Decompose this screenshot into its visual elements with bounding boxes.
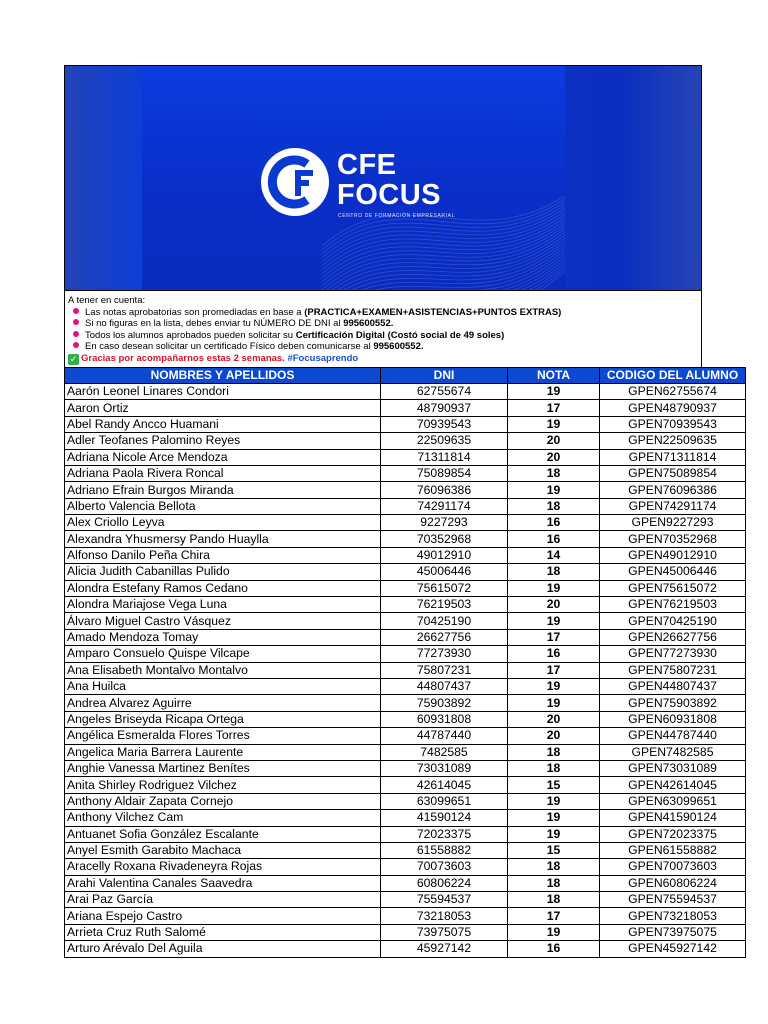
cell-name: Arai Paz García — [65, 892, 381, 908]
cell-codigo: GPEN74291174 — [600, 498, 746, 514]
cell-name: Adriana Nicole Arce Mendoza — [65, 449, 381, 465]
thanks-text: Gracias por acompañarnos estas 2 semanas. — [81, 352, 285, 364]
table-row — [65, 416, 746, 432]
table-row — [65, 613, 746, 629]
cell-name: Arrieta Cruz Ruth Salomé — [65, 924, 381, 940]
cell-codigo: GPEN75594537 — [600, 892, 746, 908]
cell-nota: 20 — [508, 711, 600, 727]
cell-dni: 73031089 — [381, 760, 508, 776]
notes-item-emphasis: (PRACTICA+EXAMEN+ASISTENCIAS+PUNTOS EXTRAS) — [304, 306, 562, 318]
cell-name: Ana Elisabeth Montalvo Montalvo — [65, 662, 381, 678]
cell-dni: 73218053 — [381, 908, 508, 924]
cell-name: Alondra Estefany Ramos Cedano — [65, 580, 381, 596]
cell-name: Adriana Paola Rivera Roncal — [65, 465, 381, 481]
notes-item — [68, 307, 698, 319]
cell-codigo: GPEN62755674 — [600, 383, 746, 399]
notes-item — [68, 330, 698, 342]
cell-codigo: GPEN70425190 — [600, 613, 746, 629]
cell-dni: 45006446 — [381, 564, 508, 580]
cell-name: Angeles Briseyda Ricapa Ortega — [65, 711, 381, 727]
table-row — [65, 760, 746, 776]
brand-line-2: FOCUS — [337, 179, 441, 211]
cell-codigo: GPEN60806224 — [600, 875, 746, 891]
cell-nota: 18 — [508, 744, 600, 760]
table-row — [65, 924, 746, 940]
cell-dni: 70352968 — [381, 531, 508, 547]
header-banner — [64, 65, 702, 290]
cell-dni: 60806224 — [381, 875, 508, 891]
cell-name: Angélica Esmeralda Flores Torres — [65, 728, 381, 744]
cell-codigo: GPEN22509635 — [600, 433, 746, 449]
table-row — [65, 580, 746, 596]
cell-nota: 18 — [508, 465, 600, 481]
table-row — [65, 498, 746, 514]
cell-codigo: GPEN73975075 — [600, 924, 746, 940]
cell-codigo: GPEN77273930 — [600, 646, 746, 662]
cell-nota: 19 — [508, 416, 600, 432]
table-row — [65, 777, 746, 793]
cell-dni: 75594537 — [381, 892, 508, 908]
cell-dni: 22509635 — [381, 433, 508, 449]
notes-item-text: Las notas aprobatorias son promediadas en base a — [85, 306, 305, 318]
cell-dni: 73975075 — [381, 924, 508, 940]
cell-dni: 62755674 — [381, 383, 508, 399]
notes-heading: A tener en cuenta: — [68, 295, 146, 306]
cell-name: Ana Huilca — [65, 679, 381, 695]
table-row — [65, 728, 746, 744]
cell-nota: 18 — [508, 875, 600, 891]
cell-codigo: GPEN75807231 — [600, 662, 746, 678]
cell-codigo: GPEN49012910 — [600, 547, 746, 563]
notes-item-emphasis: Certificación Digital (Costó social de 49 soles) — [295, 329, 505, 341]
table-row — [65, 859, 746, 875]
cell-dni: 75807231 — [381, 662, 508, 678]
bullet-icon — [73, 308, 79, 314]
cell-dni: 63099651 — [381, 793, 508, 809]
cell-dni: 77273930 — [381, 646, 508, 662]
table-row — [65, 383, 746, 399]
cell-nota: 16 — [508, 941, 600, 957]
notes-item-text: Todos los alumnos aprobados pueden solicitar su — [85, 329, 296, 341]
cell-name: Anthony Aldair Zapata Cornejo — [65, 793, 381, 809]
cell-dni: 26627756 — [381, 629, 508, 645]
cell-dni: 48790937 — [381, 400, 508, 416]
cell-nota: 16 — [508, 531, 600, 547]
cell-name: Anthony Vilchez Cam — [65, 810, 381, 826]
notes-item — [68, 341, 698, 353]
cell-name: Anyel Esmith Garabito Machaca — [65, 842, 381, 858]
cell-dni: 9227293 — [381, 515, 508, 531]
cell-codigo: GPEN75089854 — [600, 465, 746, 481]
cell-nota: 18 — [508, 498, 600, 514]
table-row — [65, 597, 746, 613]
cell-nota: 14 — [508, 547, 600, 563]
cell-codigo: GPEN45006446 — [600, 564, 746, 580]
notes-item — [68, 318, 698, 330]
cell-nota: 18 — [508, 564, 600, 580]
cell-name: Ariana Espejo Castro — [65, 908, 381, 924]
table-row — [65, 449, 746, 465]
cell-dni: 70939543 — [381, 416, 508, 432]
cell-nota: 18 — [508, 760, 600, 776]
header-dni: DNI — [381, 367, 508, 383]
table-row — [65, 531, 746, 547]
cell-nota: 17 — [508, 908, 600, 924]
header-codigo: CODIGO DEL ALUMNO — [600, 367, 746, 383]
cell-name: Anita Shirley Rodriguez Vilchez — [65, 777, 381, 793]
cell-name: Alicia Judith Cabanillas Pulido — [65, 564, 381, 580]
cell-nota: 19 — [508, 793, 600, 809]
cell-codigo: GPEN45927142 — [600, 941, 746, 957]
cell-dni: 74291174 — [381, 498, 508, 514]
cell-dni: 75903892 — [381, 695, 508, 711]
cell-name: Angelica Maria Barrera Laurente — [65, 744, 381, 760]
cell-nota: 19 — [508, 580, 600, 596]
table-row — [65, 842, 746, 858]
notes-item-text: Si no figuras en la lista, debes enviar tu NÚMERO DE DNI al — [85, 318, 344, 330]
notes-item-emphasis: 995600552. — [343, 318, 394, 330]
cell-dni: 72023375 — [381, 826, 508, 842]
cell-codigo: GPEN9227293 — [600, 515, 746, 531]
cell-name: Amparo Consuelo Quispe Vilcape — [65, 646, 381, 662]
cell-name: Andrea Alvarez Aguirre — [65, 695, 381, 711]
cell-dni: 76219503 — [381, 597, 508, 613]
cell-nota: 20 — [508, 597, 600, 613]
table-row — [65, 711, 746, 727]
cell-codigo: GPEN76219503 — [600, 597, 746, 613]
table-row — [65, 695, 746, 711]
cell-nota: 19 — [508, 613, 600, 629]
bullet-icon — [73, 342, 79, 348]
table-row — [65, 646, 746, 662]
cell-name: Alexandra Yhusmersy Pando Huaylla — [65, 531, 381, 547]
cell-name: Anghie Vanessa Martinez Benítes — [65, 760, 381, 776]
cell-codigo: GPEN70352968 — [600, 531, 746, 547]
cell-dni: 75089854 — [381, 465, 508, 481]
cell-name: Adriano Efrain Burgos Miranda — [65, 482, 381, 498]
cell-dni: 45927142 — [381, 941, 508, 957]
cell-codigo: GPEN42614045 — [600, 777, 746, 793]
cell-nota: 16 — [508, 515, 600, 531]
cell-codigo: GPEN48790937 — [600, 400, 746, 416]
cell-codigo: GPEN44807437 — [600, 679, 746, 695]
table-row — [65, 465, 746, 481]
hashtag-text: #Focusaprendo — [287, 352, 359, 364]
cell-name: Aarón Leonel Linares Condori — [65, 383, 381, 399]
cell-nota: 18 — [508, 892, 600, 908]
cell-name: Aaron Ortiz — [65, 400, 381, 416]
bullet-icon — [73, 319, 79, 325]
cell-dni: 75615072 — [381, 580, 508, 596]
cell-nota: 17 — [508, 629, 600, 645]
table-row — [65, 662, 746, 678]
cell-codigo: GPEN44787440 — [600, 728, 746, 744]
cell-dni: 60931808 — [381, 711, 508, 727]
table-header-row — [65, 367, 746, 383]
header-nota: NOTA — [508, 367, 600, 383]
notes-item-text: En caso desean solicitar un certificado Físico deben comunicarse al — [85, 341, 374, 353]
table-row — [65, 679, 746, 695]
table-row — [65, 810, 746, 826]
cell-codigo: GPEN60931808 — [600, 711, 746, 727]
cell-name: Alondra Mariajose Vega Luna — [65, 597, 381, 613]
table-row — [65, 547, 746, 563]
cell-dni: 76096386 — [381, 482, 508, 498]
header-names: NOMBRES Y APELLIDOS — [65, 367, 381, 383]
table-row — [65, 892, 746, 908]
notes-thanks-line — [68, 353, 698, 365]
grades-table — [64, 367, 746, 958]
cell-codigo: GPEN76096386 — [600, 482, 746, 498]
cell-dni: 44787440 — [381, 728, 508, 744]
table-row — [65, 629, 746, 645]
cell-nota: 18 — [508, 859, 600, 875]
cell-nota: 19 — [508, 383, 600, 399]
cell-nota: 16 — [508, 646, 600, 662]
cell-nota: 17 — [508, 400, 600, 416]
cell-codigo: GPEN70073603 — [600, 859, 746, 875]
cell-dni: 49012910 — [381, 547, 508, 563]
cell-dni: 71311814 — [381, 449, 508, 465]
notes-section — [64, 290, 702, 367]
cell-nota: 20 — [508, 433, 600, 449]
student-grades-sheet — [64, 65, 739, 958]
bullet-icon — [73, 331, 79, 337]
brand-line-1: CFE — [337, 149, 397, 181]
cell-dni: 41590124 — [381, 810, 508, 826]
cell-name: Alex Criollo Leyva — [65, 515, 381, 531]
cell-codigo: GPEN7482585 — [600, 744, 746, 760]
cell-codigo: GPEN70939543 — [600, 416, 746, 432]
cell-codigo: GPEN63099651 — [600, 793, 746, 809]
cell-name: Alfonso Danilo Peña Chira — [65, 547, 381, 563]
cell-dni: 44807437 — [381, 679, 508, 695]
cell-name: Abel Randy Ancco Huamani — [65, 416, 381, 432]
logo-cf-icon — [261, 148, 329, 216]
cell-codigo: GPEN26627756 — [600, 629, 746, 645]
cell-dni: 70073603 — [381, 859, 508, 875]
cell-codigo: GPEN71311814 — [600, 449, 746, 465]
cell-codigo: GPEN61558882 — [600, 842, 746, 858]
table-row — [65, 433, 746, 449]
logo-mark — [261, 148, 329, 216]
cell-name: Arahi Valentina Canales Saavedra — [65, 875, 381, 891]
cell-name: Aracelly Roxana Rivadeneyra Rojas — [65, 859, 381, 875]
cell-dni: 70425190 — [381, 613, 508, 629]
brand-tagline: CENTRO DE FORMACIÓN EMPRESARIAL — [338, 213, 455, 219]
cell-nota: 19 — [508, 482, 600, 498]
cell-codigo: GPEN73031089 — [600, 760, 746, 776]
table-row — [65, 564, 746, 580]
table-row — [65, 515, 746, 531]
cell-nota: 19 — [508, 826, 600, 842]
cell-nota: 15 — [508, 777, 600, 793]
check-icon: ✓ — [69, 353, 78, 364]
cell-dni: 7482585 — [381, 744, 508, 760]
cell-dni: 42614045 — [381, 777, 508, 793]
table-row — [65, 908, 746, 924]
cell-nota: 19 — [508, 810, 600, 826]
table-row — [65, 793, 746, 809]
table-row — [65, 941, 746, 957]
table-row — [65, 744, 746, 760]
cell-nota: 17 — [508, 662, 600, 678]
cell-name: Antuanet Sofia González Escalante — [65, 826, 381, 842]
cell-nota: 20 — [508, 449, 600, 465]
table-row — [65, 875, 746, 891]
cell-nota: 19 — [508, 695, 600, 711]
cell-name: Arturo Arévalo Del Aguila — [65, 941, 381, 957]
table-row — [65, 826, 746, 842]
cell-nota: 19 — [508, 924, 600, 940]
cell-codigo: GPEN75615072 — [600, 580, 746, 596]
cell-nota: 15 — [508, 842, 600, 858]
cell-dni: 61558882 — [381, 842, 508, 858]
table-row — [65, 482, 746, 498]
notes-item-emphasis: 995600552. — [373, 341, 424, 353]
cell-codigo: GPEN73218053 — [600, 908, 746, 924]
cell-nota: 19 — [508, 679, 600, 695]
cell-name: Adler Teofanes Palomino Reyes — [65, 433, 381, 449]
cell-codigo: GPEN41590124 — [600, 810, 746, 826]
cell-name: Amado Mendoza Tomay — [65, 629, 381, 645]
cell-codigo: GPEN72023375 — [600, 826, 746, 842]
cell-nota: 20 — [508, 728, 600, 744]
cell-codigo: GPEN75903892 — [600, 695, 746, 711]
cell-name: Álvaro Miguel Castro Vásquez — [65, 613, 381, 629]
cell-name: Alberto Valencia Bellota — [65, 498, 381, 514]
table-row — [65, 400, 746, 416]
